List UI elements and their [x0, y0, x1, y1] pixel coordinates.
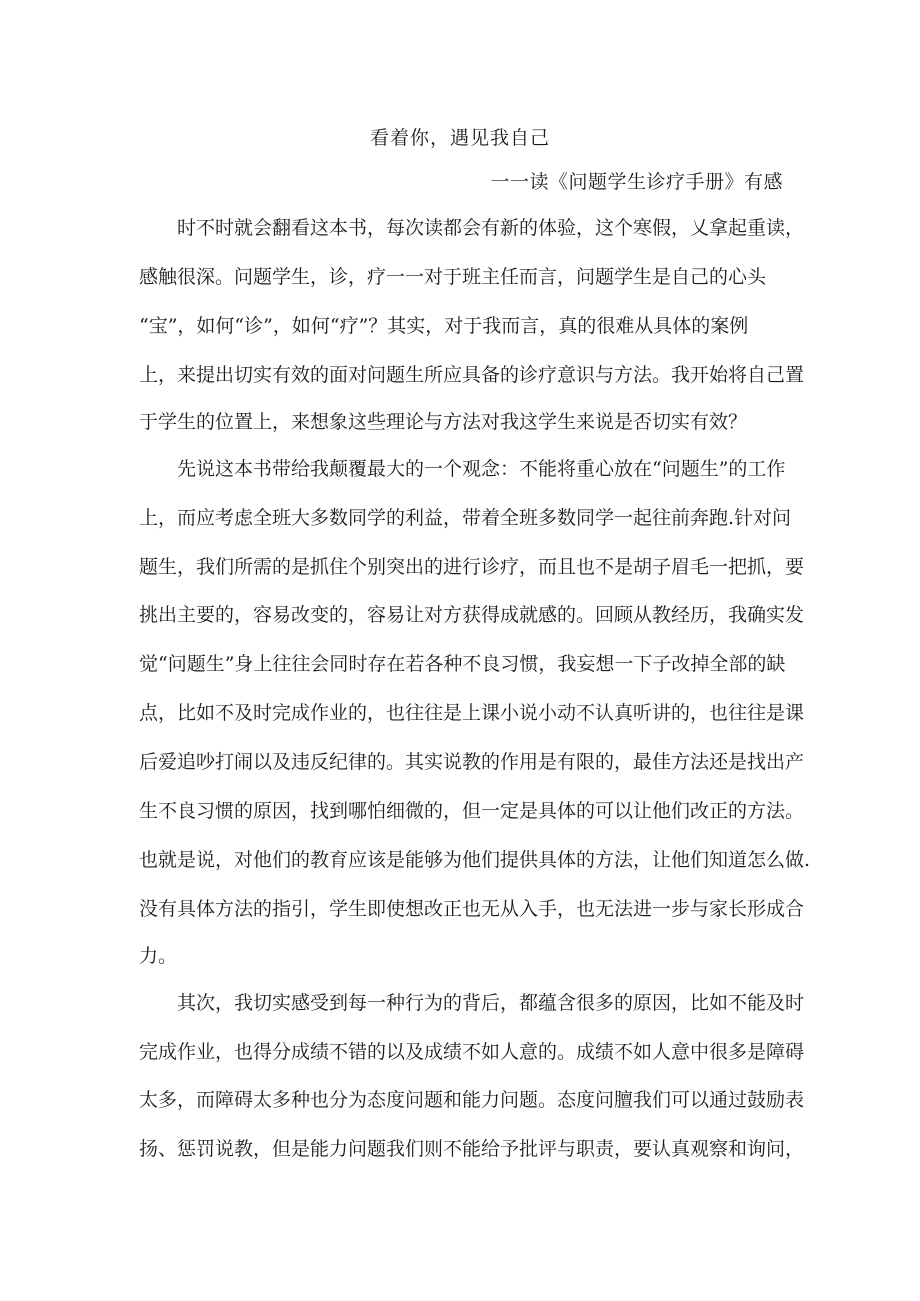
paragraph-line: 没有具体方法的指引，学生即使想改正也无从入手，也无法进一步与家长形成合: [139, 898, 805, 920]
paragraph-line: 上，而应考虑全班大多数同学的利益，带着全班多数同学一起往前奔跑.针对问: [139, 507, 792, 529]
paragraph-line: 感触很深。问题学生，诊，疗一一对于班主任而言，问题学生是自己的心头: [139, 266, 767, 288]
paragraph-line: 扬、惩罚说教，但是能力问题我们则不能给予批评与职责，要认真观察和询问，: [139, 1138, 805, 1160]
paragraph-line: 上，来提出切实有效的面对问题生所应具备的诊疗意识与方法。我开始将自己置: [139, 364, 805, 386]
paragraph-line: 后爱追吵打闹以及违反纪律的。其实说教的作用是有限的，最佳方法还是找出产: [139, 751, 805, 773]
paragraph-line: 时不时就会翻看这本书，每次读都会有新的体验，这个寒假，乂拿起重读，: [139, 217, 805, 239]
paragraph-line: 点，比如不及时完成作业的，也往往是上课小说小动不认真听讲的，也往往是课: [139, 702, 805, 724]
paragraph-line: 太多，而障碍太多种也分为态度问题和能力问题。态度问膻我们可以通过鼓励表: [139, 1089, 805, 1111]
paragraph-line: 挑出主要的，容易改变的，容易让对方获得成就感的。回顾从教经历，我确实发: [139, 604, 805, 626]
paragraph-line: 完成作业，也得分成绩不错的以及成绩不如人意的。成绩不如人意中很多是障碍: [139, 1041, 805, 1063]
paragraph-line: 觉“问题生”身上往往会同时存在若各种不良习惯，我妄想一下子改掉全部的缺: [139, 653, 786, 675]
paragraph-line: 题生，我们所需的是抓住个别突出的进行诊疗，而且也不是胡子眉毛一把抓，要: [139, 556, 805, 578]
paragraph-line: “宝”，如何“诊”，如何“疗”？其实，对于我而言，真的很难从具体的案例: [139, 315, 749, 337]
paragraph-line: 其次，我切实感受到每一种行为的背后，都蕴含很多的原因，比如不能及时: [139, 992, 805, 1014]
document-subtitle: 一一读《问题学生诊疗手册》有感: [490, 171, 783, 193]
paragraph-line: 生不良习惯的原因，找到哪怕细微的，但一定是具体的可以让他们改正的方法。: [139, 800, 805, 822]
paragraph-line: 先说这本书带给我颠覆最大的一个观念：不能将重心放在“问题生”的工作: [139, 458, 786, 480]
paragraph-line: 于学生的位置上，来想象这些理论与方法对我这学生来说是否切实有效？: [139, 411, 748, 433]
paragraph-line: 力。: [139, 945, 178, 967]
document-title: 看着你，遇见我自己: [369, 127, 550, 149]
paragraph-line: 也就是说，对他们的教育应该是能够为他们提供具体的方法，让他们知道怎么做.: [139, 849, 811, 871]
